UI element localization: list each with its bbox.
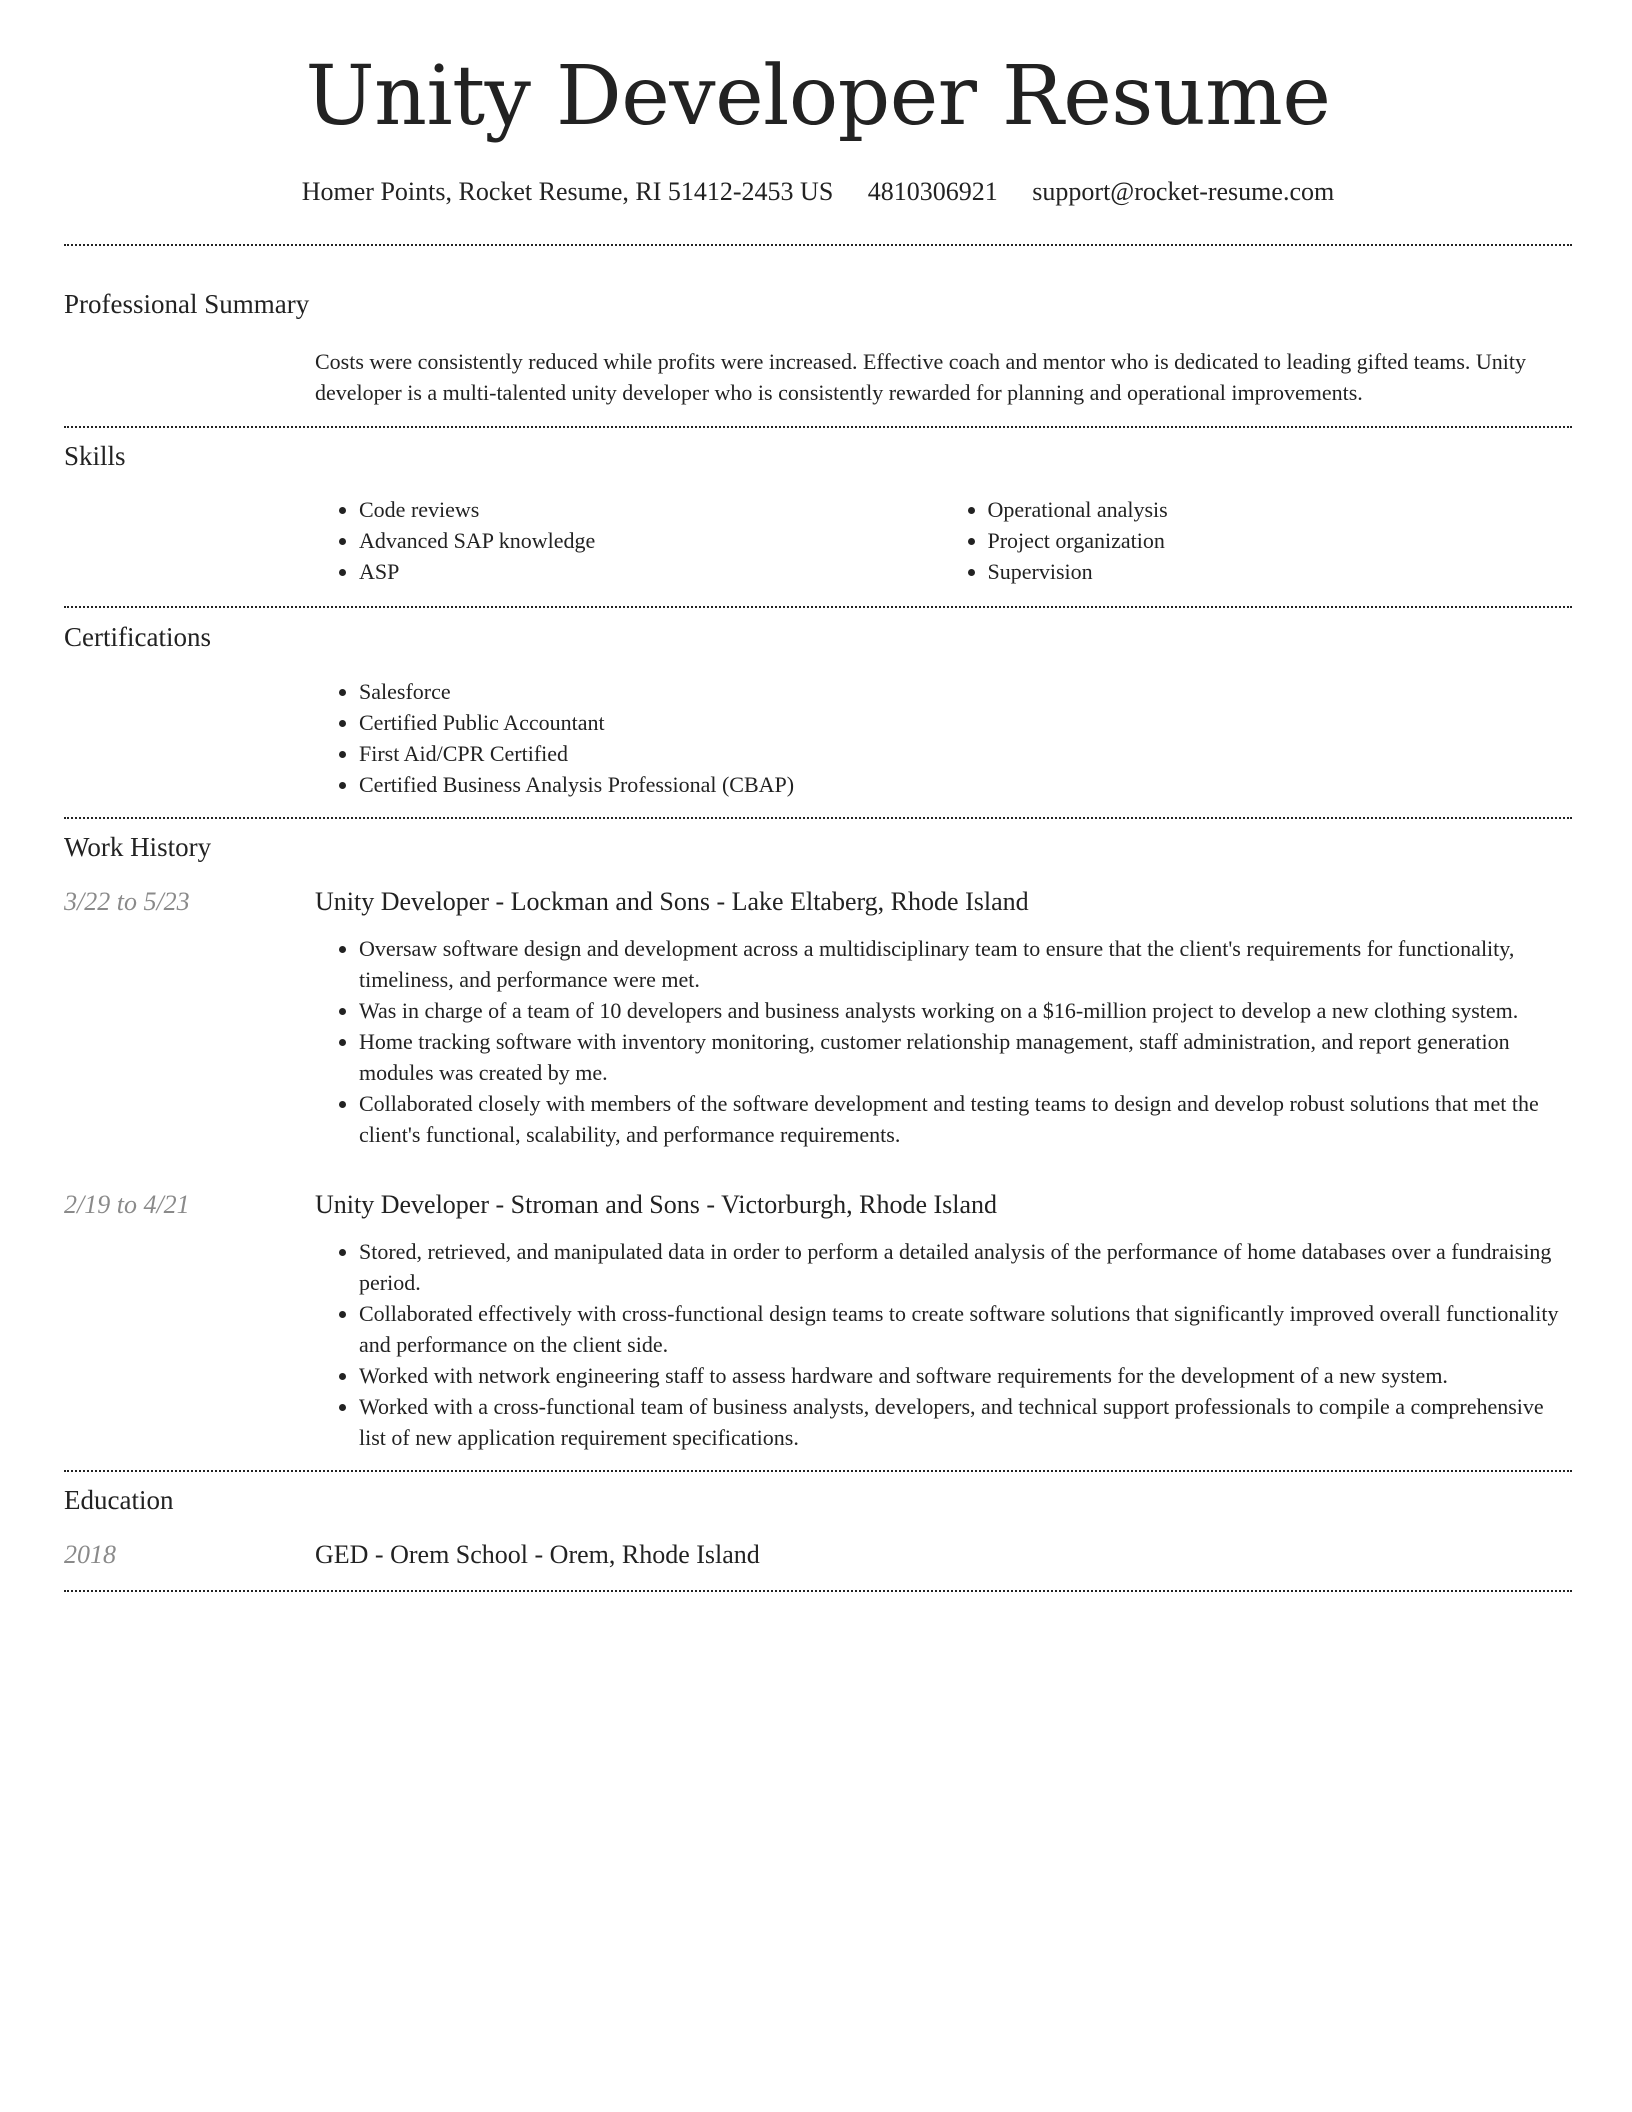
certifications-section: [64, 621, 1572, 818]
divider: [64, 817, 1572, 819]
contact-email: support@rocket-resume.com: [1032, 177, 1335, 207]
certifications-body: [315, 676, 1572, 800]
work-history-heading: Work History: [64, 831, 212, 862]
summary-text: Costs were consistently reduced while profits were increased. Effective coach and mentor who is dedicated to leading gifted teams. Unity developer is a multi-talented unity developer who is consistently rewarded for planning and operational improvements.: [315, 348, 1527, 405]
summary-body: [315, 346, 1572, 408]
certification-item: • Certified Business Analysis Professional (CBAP): [359, 769, 1572, 800]
skill-item: • Code reviews: [359, 494, 944, 525]
education-heading: Education: [64, 1484, 174, 1515]
skills-list-left: [315, 494, 944, 587]
contact-phone: 4810306921: [867, 177, 998, 207]
certifications-heading: Certifications: [64, 622, 211, 653]
job-dates: 2/19 to 4/21: [64, 1189, 190, 1219]
contact-line: [64, 176, 1572, 207]
job-bullet: • Collaborated closely with members of the software development and testing teams to design and develop robust solutions that met the client's functional, scalability, and performance requirements.: [359, 1088, 1572, 1150]
certifications-list: [315, 676, 1572, 800]
job-bullet: • Worked with a cross-functional team of business analysts, developers, and technical support professionals to compile a comprehensive list of new application requirement specifications.: [359, 1391, 1572, 1453]
job-bullet: • Worked with network engineering staff to assess hardware and software requirements for the development of a new system.: [359, 1360, 1572, 1391]
skills-section: [64, 440, 1572, 608]
education-year: 2018: [64, 1540, 116, 1570]
divider: [64, 1470, 1572, 1472]
skills-grid: [315, 494, 1572, 587]
certification-item: • Salesforce: [359, 676, 1572, 707]
job-header: [64, 1190, 1572, 1220]
resume-title: Unity Developer Resume: [305, 49, 1331, 144]
job-bullet: • Home tracking software with inventory monitoring, customer relationship management, staff administration, and report generation modules was created by me.: [359, 1026, 1572, 1088]
summary-heading: Professional Summary: [64, 289, 310, 320]
job-bullets: [315, 933, 1572, 1150]
job-title: Unity Developer - Lockman and Sons - Lake Eltaberg, Rhode Island: [315, 886, 1029, 916]
divider: [64, 1590, 1572, 1592]
divider: [64, 606, 1572, 608]
skills-list-right: [944, 494, 1573, 587]
contact-address: Homer Points, Rocket Resume, RI 51412-2453 US: [301, 177, 834, 207]
job-header: [64, 887, 1572, 917]
education-entry: [64, 1540, 1572, 1570]
certification-item: • Certified Public Accountant: [359, 707, 1572, 738]
job-dates: 3/22 to 5/23: [64, 886, 190, 916]
job-entry: [64, 1190, 1572, 1453]
job-bullet: • Stored, retrieved, and manipulated data in order to perform a detailed analysis of the performance of home databases over a fundraising period.: [359, 1236, 1572, 1298]
skill-item: • Project organization: [988, 525, 1573, 556]
skill-item: • Supervision: [988, 556, 1573, 587]
skill-item: • ASP: [359, 556, 944, 587]
certification-item: • First Aid/CPR Certified: [359, 738, 1572, 769]
divider: [64, 244, 1572, 246]
job-bullet: • Oversaw software design and development across a multidisciplinary team to ensure that the client's requirements for functionality, timeliness, and performance were met.: [359, 933, 1572, 995]
skill-item: • Operational analysis: [988, 494, 1573, 525]
education-degree: GED - Orem School - Orem, Rhode Island: [315, 1540, 760, 1570]
skill-item: • Advanced SAP knowledge: [359, 525, 944, 556]
resume-page: [64, 0, 1572, 1592]
work-history-section: [64, 831, 1572, 1472]
job-bullets: [315, 1236, 1572, 1453]
job-title: Unity Developer - Stroman and Sons - Victorburgh, Rhode Island: [315, 1189, 998, 1219]
job-bullet: • Collaborated effectively with cross-functional design teams to create software solutions that significantly improved overall functionality and performance on the client side.: [359, 1298, 1572, 1360]
divider: [64, 426, 1572, 428]
job-entry: [64, 887, 1572, 1150]
job-bullet: • Was in charge of a team of 10 developers and business analysts working on a $16-million project to develop a new clothing system.: [359, 995, 1572, 1026]
skills-heading: Skills: [64, 440, 126, 471]
summary-section: [64, 288, 1572, 427]
education-section: [64, 1484, 1572, 1592]
